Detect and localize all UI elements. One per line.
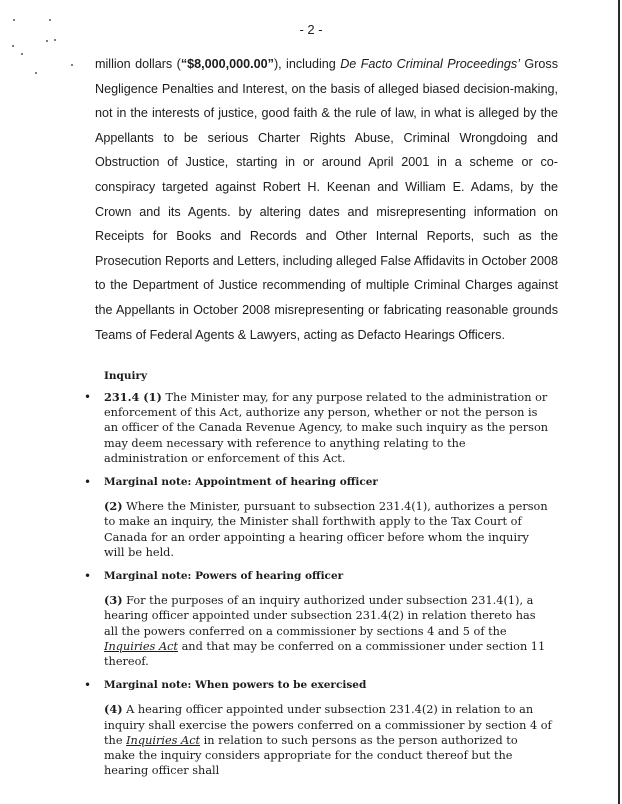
scan-speck	[71, 64, 73, 66]
scan-speck	[54, 39, 56, 41]
inquiries-act-link[interactable]: Inquiries Act	[126, 733, 201, 747]
marginal-note: Marginal note: Powers of hearing officer	[104, 570, 344, 583]
text-segment: million dollars (	[95, 57, 181, 71]
subsection-text: The Minister may, for any purpose related to the administration or enforcement of this Act, authorize any person, whether or not the person is an officer of the Canada Revenue Agency, to make such inquiry as the person may deem necessary with reference to anything relating to the administration or enforcement of this Act.	[104, 391, 549, 465]
amount-text: “$8,000,000.00”	[180, 57, 274, 71]
subsection-text: Where the Minister, pursuant to subsection 231.4(1), authorizes a person to make an inquiry, the Minister shall forthwith apply to the Tax Court of Canada for an order appointing a hearing officer before whom the inquiry will be held.	[104, 500, 548, 559]
text-segment: ), including	[273, 57, 341, 71]
bullet-icon: •	[84, 475, 92, 490]
page-number: - 2 -	[299, 22, 323, 37]
bullet-icon: •	[84, 678, 92, 693]
letter-paragraph	[95, 52, 558, 347]
bullet-icon: •	[84, 390, 92, 404]
subsection-label: (4)	[104, 702, 123, 717]
section-heading: Inquiry	[104, 370, 148, 382]
statute-excerpt	[82, 370, 552, 787]
text-segment: Gross Negligence Penalties and Interest, on the basis of alleged biased decision-making, not in the interests of justice, good faith & the rule of law, in what is alleged by the Appellants to be serious Charter Rights Abuse, Criminal Wrongdoing and Obstruction of Justice, starting in or around April 2001 in a scheme or co-conspiracy targeted against Robert H. Keenan and William E. Adams, by the Crown and its Agents. by altering dates and misrepresenting information on Receipts for Books and Records and Other Internal Reports, such as the Prosecution Reports and Letters, including alleged False Affidavits in October 2008 to the Department of Justice recommending of multiple Criminal Charges against the Appellants in October 2008 misrepresenting or fabricating reasonable grounds Teams of Federal Agents & Lawyers, acting as Defacto Hearings Officers.	[95, 57, 558, 342]
statute-item-1	[82, 390, 552, 466]
subsection-text: in relation to such persons as the person authorized to make the inquiry considers appropriate for the conduct thereof but the hearing officer shall	[104, 733, 518, 778]
statute-item-2	[82, 475, 552, 560]
subsection-label: (3)	[104, 593, 123, 608]
marginal-note: Marginal note: When powers to be exercised	[104, 679, 367, 692]
subsection-label: (2)	[104, 499, 123, 514]
italic-phrase: De Facto Criminal Proceedings’	[340, 57, 520, 71]
subsection-text: A hearing officer appointed under subsection 231.4(2) in relation to an inquiry shall exercise the powers conferred on a commissioner by section 4 of the	[104, 703, 552, 747]
statute-item-3	[82, 569, 552, 669]
bullet-icon: •	[84, 569, 92, 584]
marginal-note: Marginal note: Appointment of hearing officer	[104, 476, 378, 489]
statute-item-4	[82, 678, 552, 778]
subsection-text: For the purposes of an inquiry authorized under subsection 231.4(1), a hearing officer appointed under subsection 231.4(2) in relation thereto has all the powers conferred on a commissioner by sections 4 and 5 of the	[104, 594, 536, 638]
subsection-label: 231.4 (1)	[104, 390, 162, 404]
scan-speck	[12, 45, 14, 47]
page-edge-line	[618, 0, 620, 804]
inquiries-act-link[interactable]: Inquiries Act	[104, 639, 178, 653]
scan-speck	[13, 19, 15, 21]
subsection-text: and that may be conferred on a commissioner under section 11 thereof.	[104, 639, 546, 669]
scan-speck	[21, 53, 23, 55]
scan-speck	[35, 72, 37, 74]
scan-speck	[49, 19, 51, 21]
scan-speck	[46, 40, 48, 42]
